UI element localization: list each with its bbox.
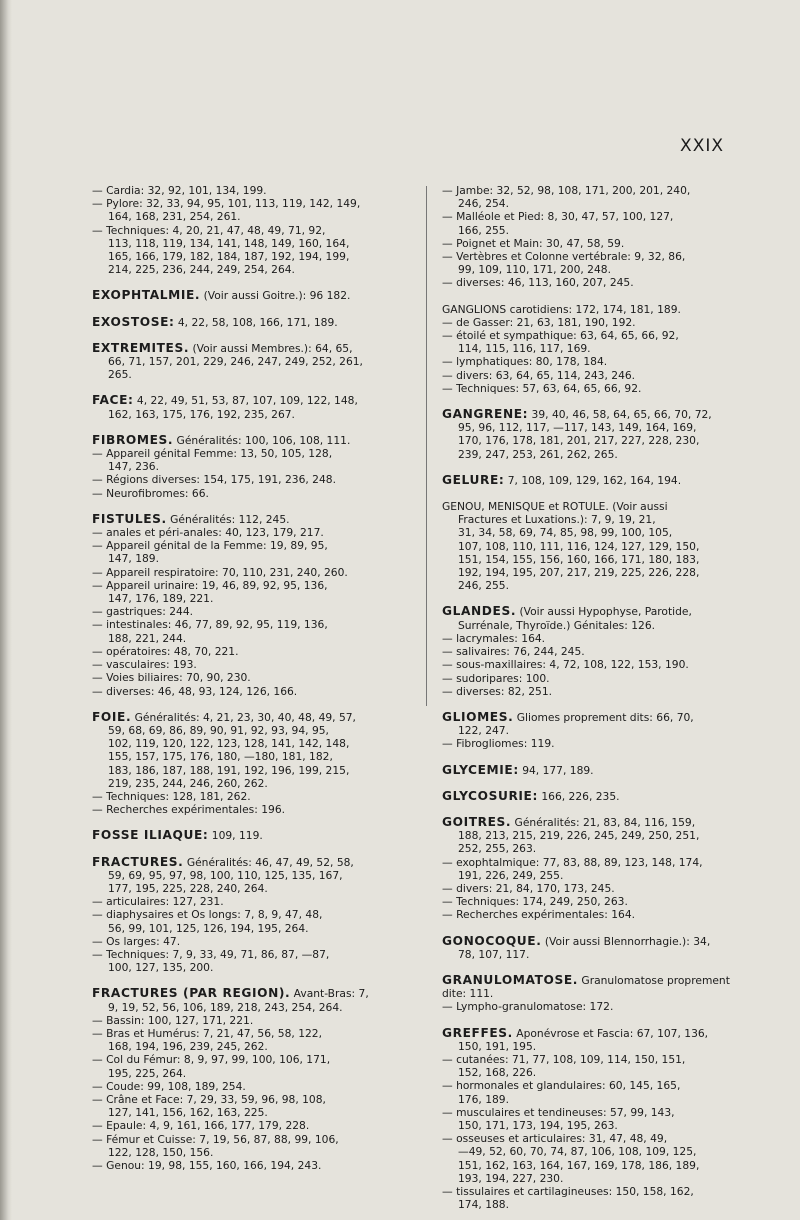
index-sub-entry	[442, 329, 756, 355]
index-line: 150, 191, 195.	[458, 1039, 537, 1053]
index-heading-entry	[442, 935, 756, 961]
index-line: 246, 254.	[458, 197, 509, 211]
index-sub-entry	[442, 908, 756, 921]
index-line: GENOU, MENISQUE et ROTULE. (Voir aussi	[442, 500, 668, 514]
index-line: 219, 235, 244, 246, 260, 262.	[108, 776, 268, 790]
index-sub-entry	[92, 895, 422, 908]
index-line: — Fémur et Cuisse: 7, 19, 56, 87, 88, 99, 106,	[92, 1132, 339, 1146]
index-sub-entry	[442, 645, 756, 658]
index-heading-entry	[442, 1027, 756, 1053]
index-line: — Appareil urinaire: 19, 46, 89, 92, 95, 136,	[92, 578, 328, 592]
index-line: 99, 109, 110, 171, 200, 248.	[458, 263, 611, 277]
index-line: GANGRENE: 39, 40, 46, 58, 64, 65, 66, 70, 72,	[442, 407, 712, 422]
index-sub-entry	[92, 1080, 422, 1093]
index-line: Surrénale, Thyroïde.) Génitales: 126.	[458, 618, 656, 632]
index-line: — Vertèbres et Colonne vertébrale: 9, 32, 86,	[442, 250, 686, 264]
index-sub-entry	[442, 1053, 756, 1079]
index-column-left	[92, 184, 422, 1172]
index-line: 102, 119, 120, 122, 123, 128, 141, 142, 148,	[108, 737, 350, 751]
index-line: — Appareil génital de la Femme: 19, 89, 95,	[92, 539, 328, 553]
index-line: FRACTURES (PAR REGION). Avant-Bras: 7,	[92, 986, 369, 1001]
index-line: 177, 195, 225, 228, 240, 264.	[108, 881, 268, 895]
index-heading-entry	[92, 856, 422, 896]
index-sub-entry	[92, 908, 422, 934]
index-heading-entry	[442, 816, 756, 856]
index-sub-entry	[442, 210, 756, 236]
index-line: — Techniques: 57, 63, 64, 65, 66, 92.	[442, 381, 642, 395]
index-line: EXTREMITES. (Voir aussi Membres.): 64, 65,	[92, 340, 353, 355]
index-line: — Crâne et Face: 7, 29, 33, 59, 96, 98, 108,	[92, 1092, 326, 1106]
index-line: — diverses: 82, 251.	[442, 684, 553, 698]
index-sub-entry	[92, 790, 422, 803]
index-sub-entry	[442, 1132, 756, 1185]
index-line: — Poignet et Main: 30, 47, 58, 59.	[442, 236, 625, 250]
index-sub-entry	[92, 447, 422, 473]
index-line: — Voies biliaires: 70, 90, 230.	[92, 671, 251, 685]
index-line: — sous-maxillaires: 4, 72, 108, 122, 153, 190.	[442, 658, 689, 672]
index-sub-entry	[92, 1133, 422, 1159]
index-line: — Techniques: 4, 20, 21, 47, 48, 49, 71, 92,	[92, 223, 326, 237]
index-line: — opératoires: 48, 70, 221.	[92, 644, 239, 658]
index-line: 78, 107, 117.	[458, 947, 530, 961]
index-sub-entry	[442, 237, 756, 250]
index-line: 100, 127, 135, 200.	[108, 961, 214, 975]
index-line: GLYCOSURIE: 166, 226, 235.	[442, 788, 620, 803]
index-line: FISTULES. Généralités: 112, 245.	[92, 511, 290, 526]
index-line: 191, 226, 249, 255.	[458, 868, 564, 882]
entry-gap	[92, 381, 422, 394]
index-line: — Os larges: 47.	[92, 934, 181, 948]
index-sub-entry	[442, 685, 756, 698]
index-sub-entry	[92, 526, 422, 539]
index-sub-entry	[92, 566, 422, 579]
index-line: — Bassin: 100, 127, 171, 221.	[92, 1013, 254, 1027]
index-sub-entry	[92, 671, 422, 684]
index-line: — Coude: 99, 108, 189, 254.	[92, 1079, 246, 1093]
index-sub-entry	[442, 737, 756, 750]
index-sub-entry	[442, 1000, 756, 1013]
index-line: 170, 176, 178, 181, 201, 217, 227, 228, 230,	[458, 434, 700, 448]
index-line: — osseuses et articulaires: 31, 47, 48, 49,	[442, 1132, 668, 1146]
index-line: — vasculaires: 193.	[92, 658, 197, 672]
index-line: — divers: 21, 84, 170, 173, 245.	[442, 881, 615, 895]
index-line: — salivaires: 76, 244, 245.	[442, 645, 585, 659]
index-heading-entry	[442, 790, 756, 803]
index-column-right	[442, 184, 756, 1211]
index-line: — anales et péri-anales: 40, 123, 179, 217.	[92, 526, 324, 540]
index-line: GONOCOQUE. (Voir aussi Blennorrhagie.): 34,	[442, 933, 711, 948]
index-sub-entry	[92, 1159, 422, 1172]
index-line: EXOPHTALMIE. (Voir aussi Goitre.): 96 182.	[92, 288, 351, 303]
index-sub-entry	[442, 895, 756, 908]
index-heading-entry	[442, 711, 756, 737]
index-heading-entry	[92, 289, 422, 302]
index-heading-entry	[92, 829, 422, 842]
index-sub-entry	[442, 1079, 756, 1105]
index-line: EXOSTOSE: 4, 22, 58, 108, 166, 171, 189.	[92, 314, 338, 329]
index-line: — de Gasser: 21, 63, 181, 190, 192.	[442, 315, 636, 329]
index-line: 174, 188.	[458, 1198, 509, 1212]
index-line: 168, 194, 196, 239, 245, 262.	[108, 1040, 268, 1054]
index-sub-entry	[442, 369, 756, 382]
index-line: 114, 115, 116, 117, 169.	[458, 342, 591, 356]
index-line: — lymphatiques: 80, 178, 184.	[442, 355, 608, 369]
index-line: 150, 171, 173, 194, 195, 263.	[458, 1118, 618, 1132]
index-line: — Col du Fémur: 8, 9, 97, 99, 100, 106, 171,	[92, 1053, 331, 1067]
column-divider	[426, 186, 427, 706]
index-line: 246, 255.	[458, 579, 509, 593]
index-line: 147, 176, 189, 221.	[108, 592, 214, 606]
index-line: GREFFES. Aponévrose et Fascia: 67, 107, 136,	[442, 1025, 709, 1040]
index-line: — Malléole et Pied: 8, 30, 47, 57, 100, 127,	[442, 210, 674, 224]
index-heading-entry	[442, 303, 756, 316]
index-line: —49, 52, 60, 70, 74, 87, 106, 108, 109, 125,	[458, 1145, 697, 1159]
index-line: 252, 255, 263.	[458, 842, 537, 856]
index-line: — Bras et Humérus: 7, 21, 47, 56, 58, 122,	[92, 1026, 322, 1040]
index-line: 239, 247, 253, 261, 262, 265.	[458, 447, 618, 461]
index-heading-entry	[92, 394, 422, 420]
index-line: — Cardia: 32, 92, 101, 134, 199.	[92, 184, 267, 197]
index-line: 195, 225, 264.	[108, 1066, 187, 1080]
index-line: 9, 19, 52, 56, 106, 189, 218, 243, 254, 264.	[108, 1000, 343, 1014]
index-heading-entry	[92, 342, 422, 382]
entry-gap	[442, 487, 756, 500]
index-line: 147, 189.	[108, 552, 159, 566]
index-line: — lacrymales: 164.	[442, 631, 546, 645]
index-heading-entry	[442, 500, 756, 592]
index-sub-entry	[442, 658, 756, 671]
index-line: — Techniques: 128, 181, 262.	[92, 789, 251, 803]
index-line: 265.	[108, 368, 132, 382]
index-heading-entry	[92, 711, 422, 790]
index-line: — intestinales: 46, 77, 89, 92, 95, 119, 136,	[92, 618, 328, 632]
index-line: — diverses: 46, 48, 93, 124, 126, 166.	[92, 684, 298, 698]
index-sub-entry	[442, 316, 756, 329]
index-line: — exophtalmique: 77, 83, 88, 89, 123, 148, 174,	[442, 855, 703, 869]
index-line: 152, 168, 226.	[458, 1066, 537, 1080]
index-sub-entry	[442, 672, 756, 685]
index-sub-entry	[92, 487, 422, 500]
index-heading-entry	[92, 987, 422, 1013]
index-sub-entry	[92, 948, 422, 974]
page-number: XXIX	[680, 136, 724, 156]
index-line: — tissulaires et cartilagineuses: 150, 158, 162,	[442, 1185, 694, 1198]
scan-binding-edge	[0, 0, 12, 1220]
index-line: GANGLIONS carotidiens: 172, 174, 181, 189.	[442, 302, 681, 316]
index-heading-entry	[442, 474, 756, 487]
index-sub-entry	[92, 605, 422, 618]
index-line: GOITRES. Généralités: 21, 83, 84, 116, 159,	[442, 814, 696, 829]
index-line: — Genou: 19, 98, 155, 160, 166, 194, 243.	[92, 1159, 322, 1172]
index-line: 151, 154, 155, 156, 160, 166, 171, 180, 183,	[458, 552, 700, 566]
index-sub-entry	[92, 645, 422, 658]
index-sub-entry	[92, 1053, 422, 1079]
index-heading-entry	[442, 605, 756, 631]
index-sub-entry	[442, 1106, 756, 1132]
index-sub-entry	[92, 1014, 422, 1027]
index-sub-entry	[442, 382, 756, 395]
index-line: — musculaires et tendineuses: 57, 99, 143,	[442, 1105, 675, 1119]
index-line: — articulaires: 127, 231.	[92, 895, 224, 909]
index-sub-entry	[442, 184, 756, 210]
index-line: GELURE: 7, 108, 109, 129, 162, 164, 194.	[442, 472, 682, 487]
index-line: 165, 166, 179, 182, 184, 187, 192, 194, 199,	[108, 250, 350, 264]
index-sub-entry	[442, 276, 756, 289]
index-line: 66, 71, 157, 201, 229, 246, 247, 249, 252, 261,	[108, 355, 363, 369]
index-line: 113, 118, 119, 134, 141, 148, 149, 160, 164,	[108, 236, 350, 250]
index-line: GRANULOMATOSE. Granulomatose proprement dite: 111.	[442, 972, 730, 1001]
index-line: 56, 99, 101, 125, 126, 194, 195, 264.	[108, 921, 309, 935]
entry-gap	[442, 290, 756, 303]
index-line: — divers: 63, 64, 65, 114, 243, 246.	[442, 368, 636, 382]
index-line: 183, 186, 187, 188, 191, 192, 196, 199, 215,	[108, 763, 350, 777]
index-line: — cutanées: 71, 77, 108, 109, 114, 150, 151,	[442, 1052, 686, 1066]
index-line: 122, 128, 150, 156.	[108, 1145, 214, 1159]
index-line: 59, 68, 69, 86, 89, 90, 91, 92, 93, 94, 95,	[108, 723, 329, 737]
index-line: FOSSE ILIAQUE: 109, 119.	[92, 828, 263, 843]
index-line: 107, 108, 110, 111, 116, 124, 127, 129, 150,	[458, 539, 700, 553]
index-line: 164, 168, 231, 254, 261.	[108, 210, 241, 224]
index-sub-entry	[92, 685, 422, 698]
index-line: 176, 189.	[458, 1092, 509, 1106]
index-sub-entry	[442, 856, 756, 882]
index-line: — Jambe: 32, 52, 98, 108, 171, 200, 201, 240,	[442, 184, 691, 197]
index-line: FRACTURES. Généralités: 46, 47, 49, 52, 58,	[92, 854, 354, 869]
index-sub-entry	[92, 618, 422, 644]
index-line: GLYCEMIE: 94, 177, 189.	[442, 762, 594, 777]
index-sub-entry	[442, 355, 756, 368]
index-heading-entry	[442, 974, 756, 1000]
index-line: — diaphysaires et Os longs: 7, 8, 9, 47, 48,	[92, 908, 323, 922]
index-line: — Régions diverses: 154, 175, 191, 236, 248.	[92, 473, 336, 487]
index-line: GLANDES. (Voir aussi Hypophyse, Parotide,	[442, 604, 692, 619]
index-sub-entry	[92, 803, 422, 816]
index-line: 188, 221, 244.	[108, 631, 187, 645]
index-heading-entry	[92, 316, 422, 329]
index-line: — Lympho-granulomatose: 172.	[442, 1000, 614, 1014]
index-line: — sudoripares: 100.	[442, 671, 550, 685]
index-line: FACE: 4, 22, 49, 51, 53, 87, 107, 109, 122, 148,	[92, 393, 358, 408]
index-line: 95, 96, 112, 117, —117, 143, 149, 164, 169,	[458, 421, 697, 435]
index-line: — hormonales et glandulaires: 60, 145, 165,	[442, 1079, 681, 1093]
index-line: — Recherches expérimentales: 164.	[442, 908, 636, 922]
index-heading-entry	[92, 434, 422, 447]
index-sub-entry	[92, 539, 422, 565]
index-line: 155, 157, 175, 176, 180, —180, 181, 182,	[108, 750, 333, 764]
index-line: 166, 255.	[458, 223, 509, 237]
index-sub-entry	[442, 1185, 756, 1211]
index-line: — Techniques: 7, 9, 33, 49, 71, 86, 87, —87,	[92, 947, 330, 961]
index-sub-entry	[92, 935, 422, 948]
index-line: 188, 213, 215, 219, 226, 245, 249, 250, 251,	[458, 829, 700, 843]
index-sub-entry	[442, 632, 756, 645]
index-sub-entry	[92, 1093, 422, 1119]
index-line: — gastriques: 244.	[92, 605, 194, 619]
index-line: 147, 236.	[108, 460, 159, 474]
index-heading-entry	[92, 513, 422, 526]
index-line: 193, 194, 227, 230.	[458, 1171, 564, 1185]
index-line: Fractures et Luxations.): 7, 9, 19, 21,	[458, 513, 656, 527]
index-sub-entry	[92, 197, 422, 223]
index-line: 162, 163, 175, 176, 192, 235, 267.	[108, 407, 295, 421]
index-line: — étoilé et sympathique: 63, 64, 65, 66, 92,	[442, 329, 679, 343]
index-sub-entry	[92, 473, 422, 486]
index-line: 31, 34, 58, 69, 74, 85, 98, 99, 100, 105,	[458, 526, 673, 540]
index-heading-entry	[442, 764, 756, 777]
entry-gap	[92, 698, 422, 711]
index-sub-entry	[92, 184, 422, 197]
index-line: — Pylore: 32, 33, 94, 95, 101, 113, 119, 142, 149,	[92, 197, 361, 211]
index-heading-entry	[442, 408, 756, 461]
index-line: GLIOMES. Gliomes proprement dits: 66, 70,	[442, 709, 694, 724]
index-line: — Appareil respiratoire: 70, 110, 231, 240, 260.	[92, 565, 348, 579]
index-line: 214, 225, 236, 244, 249, 254, 264.	[108, 263, 295, 277]
index-line: 127, 141, 156, 162, 163, 225.	[108, 1106, 268, 1120]
index-line: 151, 162, 163, 164, 167, 169, 178, 186, 189,	[458, 1158, 700, 1172]
index-line: — Neurofibromes: 66.	[92, 486, 209, 500]
index-sub-entry	[92, 1027, 422, 1053]
index-line: 192, 194, 195, 207, 217, 219, 225, 226, 228,	[458, 566, 700, 580]
index-line: 122, 247.	[458, 724, 509, 738]
index-line: 59, 69, 95, 97, 98, 100, 110, 125, 135, 167,	[108, 868, 343, 882]
index-sub-entry	[442, 250, 756, 276]
index-line: — Epaule: 4, 9, 161, 166, 177, 179, 228.	[92, 1119, 310, 1133]
index-sub-entry	[92, 658, 422, 671]
index-line: FOIE. Généralités: 4, 21, 23, 30, 40, 48, 49, 57,	[92, 709, 356, 724]
index-line: — diverses: 46, 113, 160, 207, 245.	[442, 276, 634, 290]
index-sub-entry	[92, 224, 422, 277]
index-line: FIBROMES. Généralités: 100, 106, 108, 111.	[92, 432, 351, 447]
index-line: — Appareil génital Femme: 13, 50, 105, 128,	[92, 447, 333, 461]
index-line: — Techniques: 174, 249, 250, 263.	[442, 895, 628, 909]
index-sub-entry	[442, 882, 756, 895]
index-sub-entry	[92, 1119, 422, 1132]
index-sub-entry	[92, 579, 422, 605]
index-line: — Recherches expérimentales: 196.	[92, 803, 286, 817]
index-line: — Fibrogliomes: 119.	[442, 737, 555, 751]
